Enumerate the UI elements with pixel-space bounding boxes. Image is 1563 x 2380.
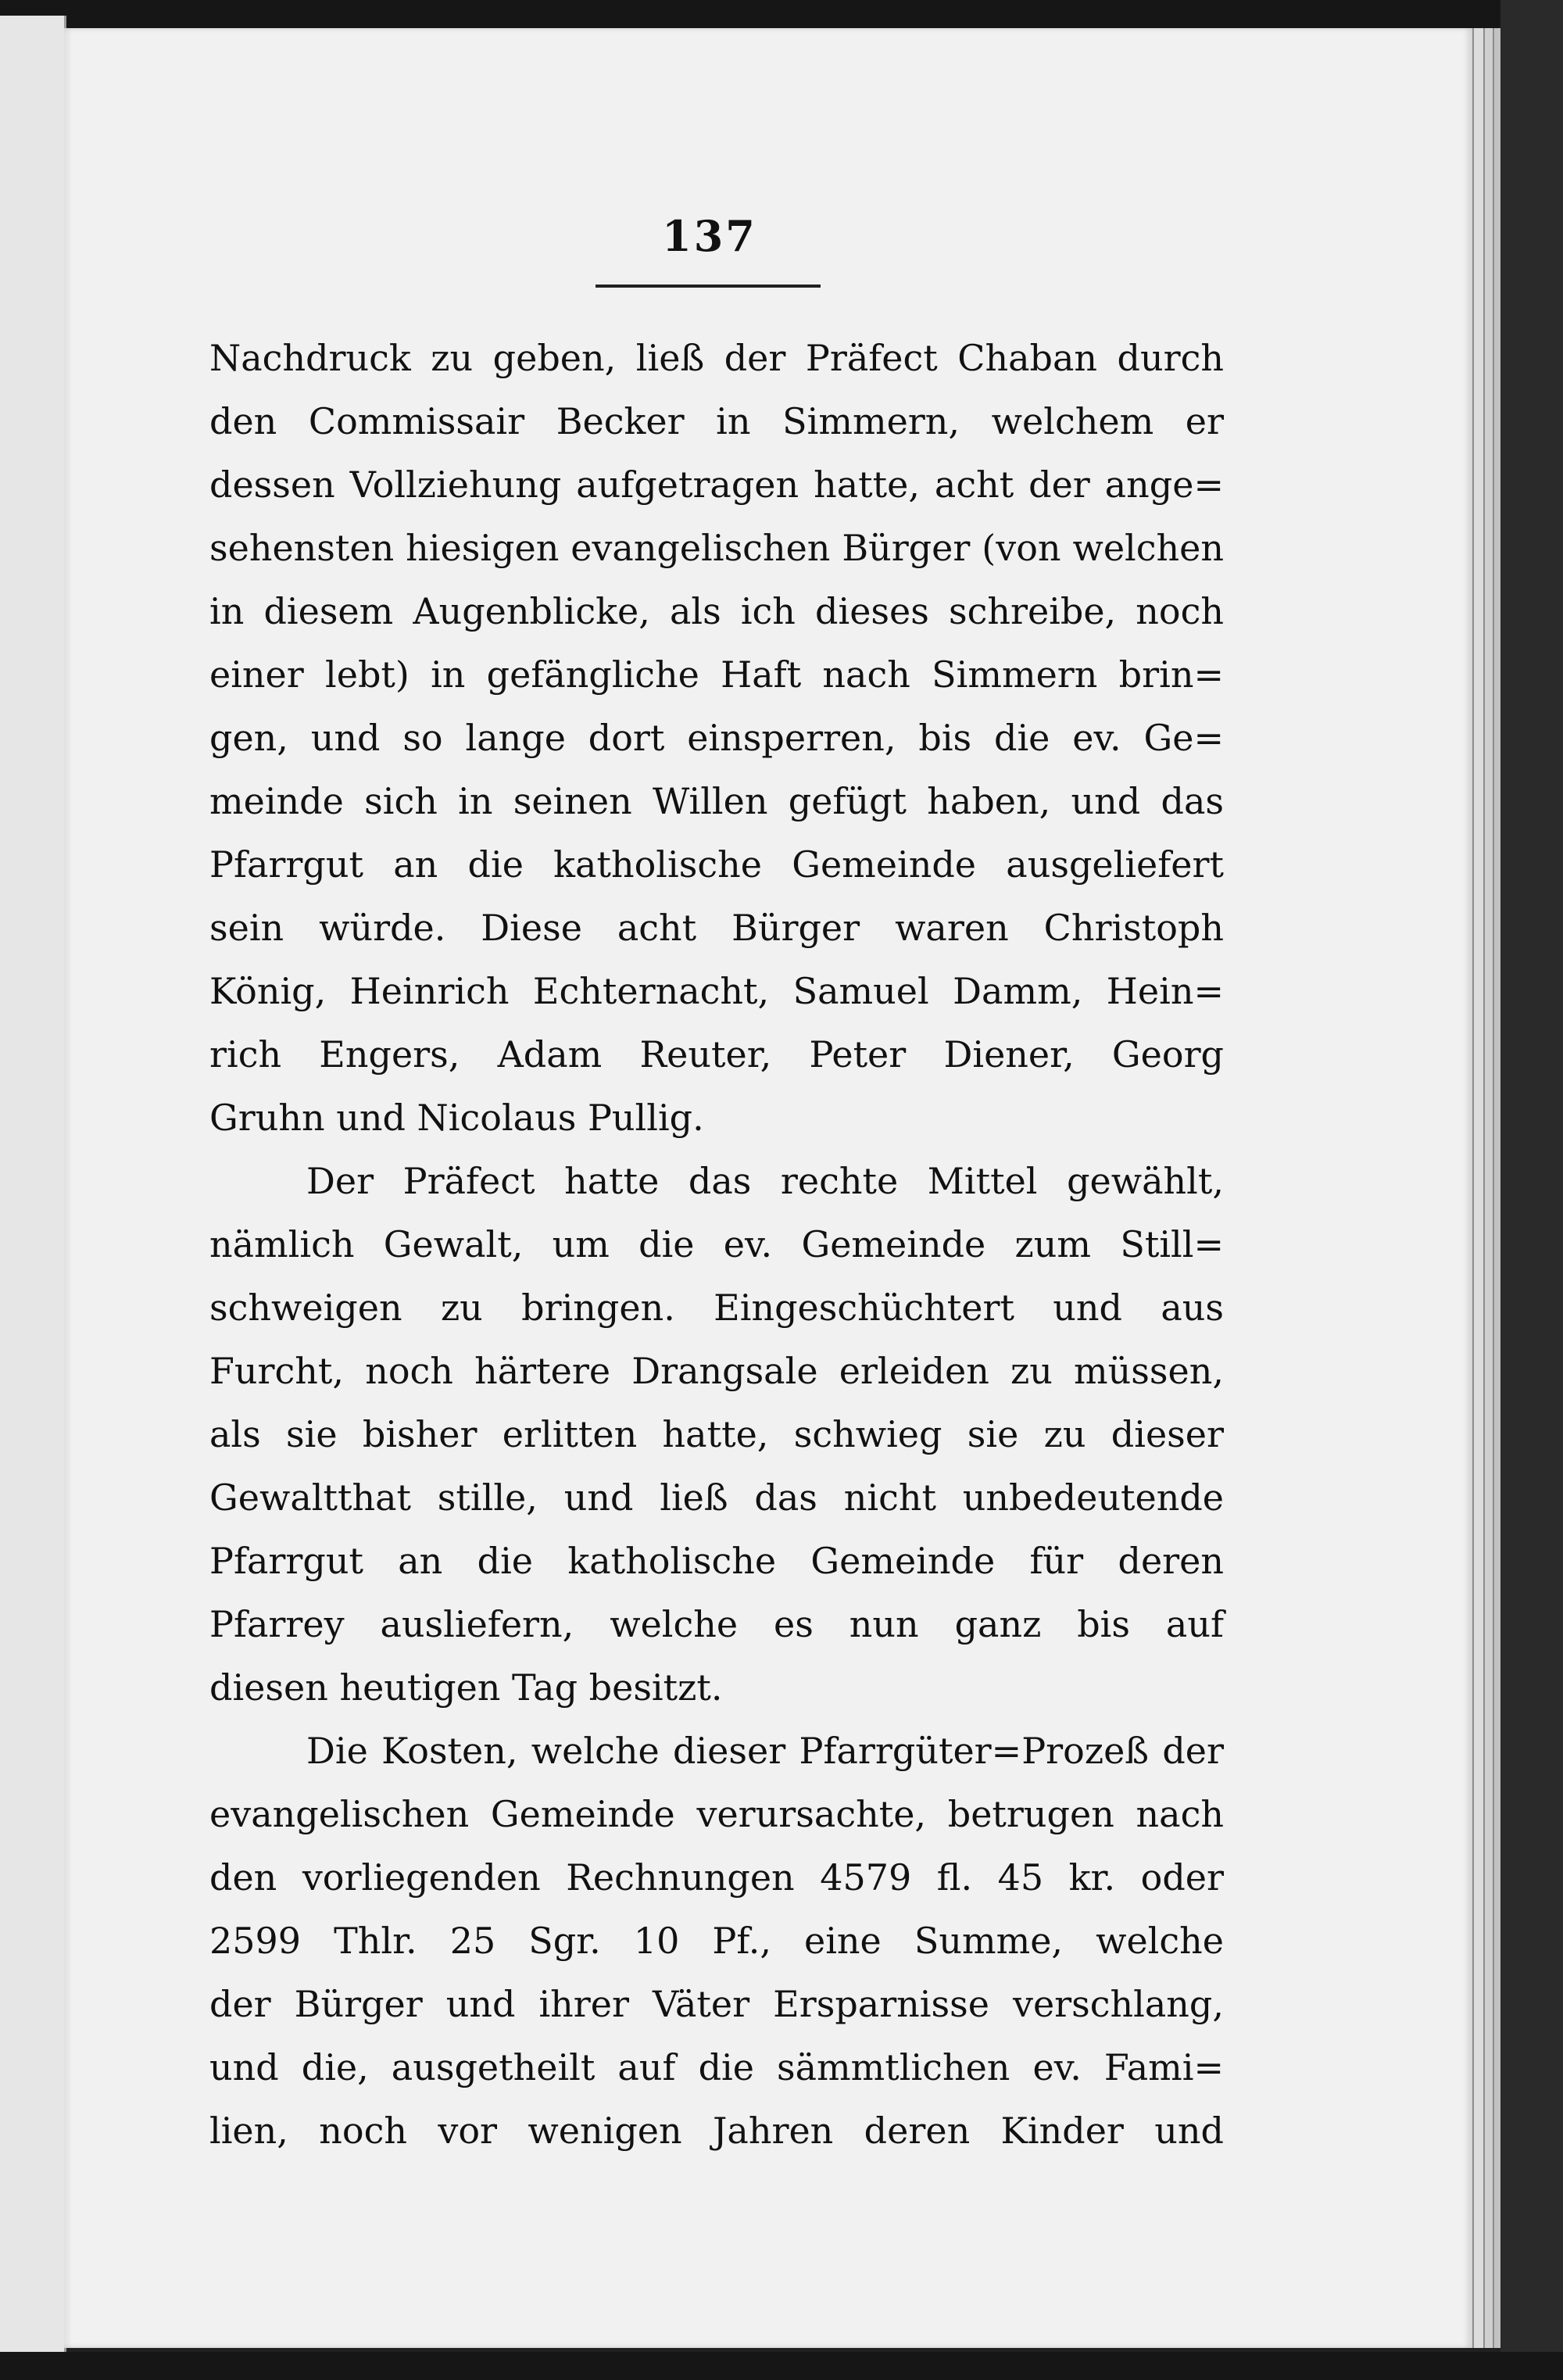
text-line: König, Heinrich Echternacht, Samuel Damm, Hein= [209,970,1224,1012]
text-line: Der Präfect hatte das rechte Mittel gewählt, [306,1160,1224,1202]
text-line: sein würde. Diese acht Bürger waren Christoph [209,907,1224,949]
text-line: rich Engers, Adam Reuter, Peter Diener, Georg [209,1033,1224,1075]
text-line: den Commissair Becker in Simmern, welchem er [209,400,1224,442]
scan-border-bottom [0,2352,1563,2380]
text-line: Pfarrey ausliefern, welche es nun ganz bis auf [209,1603,1224,1645]
text-line: den vorliegenden Rechnungen 4579 fl. 45 kr. oder [209,1856,1224,1899]
text-line: schweigen zu bringen. Eingeschüchtert und aus [209,1287,1224,1329]
text-line: 2599 Thlr. 25 Sgr. 10 Pf., eine Summe, welche [209,1920,1224,1962]
text-line: nämlich Gewalt, um die ev. Gemeinde zum Still= [209,1223,1224,1265]
scan-border-top [0,0,1563,31]
text-line: Gewaltthat stille, und ließ das nicht unbedeutende [209,1476,1224,1519]
text-line: Gruhn und Nicolaus Pullig. [209,1097,704,1139]
page-number: 137 [662,211,757,261]
body-text [209,327,1224,2163]
text-line: einer lebt) in gefängliche Haft nach Simmern brin= [209,653,1224,696]
text-line: meinde sich in seinen Willen gefügt haben, und das [209,780,1224,822]
text-line: sehensten hiesigen evangelischen Bürger (von welchen [209,527,1224,569]
header-rule [596,285,821,288]
page-stack-edge [1483,28,1493,2348]
book-cover-edge [1500,0,1563,2380]
text-line: Pfarrgut an die katholische Gemeinde ausgeliefert [209,843,1224,886]
text-line: evangelischen Gemeinde verursachte, betrugen nach [209,1793,1224,1835]
text-line: dessen Vollziehung aufgetragen hatte, acht der ange= [209,463,1224,506]
facing-page-edge [0,16,66,2360]
text-line: diesen heutigen Tag besitzt. [209,1666,723,1709]
text-line: gen, und so lange dort einsperren, bis die ev. Ge= [209,717,1224,759]
text-line: und die, ausgetheilt auf die sämmtlichen ev. Fami= [209,2046,1224,2088]
text-line: in diesem Augenblicke, als ich dieses schreibe, noch [209,590,1224,632]
text-line: Die Kosten, welche dieser Pfarrgüter=Prozeß der [306,1730,1224,1772]
text-line: Nachdruck zu geben, ließ der Präfect Chaban durch [209,337,1224,379]
text-line: Pfarrgut an die katholische Gemeinde für deren [209,1540,1224,1582]
page-stack-edge [1472,28,1483,2348]
page-stack-edge [1493,28,1500,2348]
text-line: der Bürger und ihrer Väter Ersparnisse verschlang, [209,1983,1224,2025]
text-line: als sie bisher erlitten hatte, schwieg sie zu dieser [209,1413,1224,1455]
text-line: lien, noch vor wenigen Jahren deren Kinder und [209,2110,1224,2152]
text-line: Furcht, noch härtere Drangsale erleiden zu müssen, [209,1350,1224,1392]
